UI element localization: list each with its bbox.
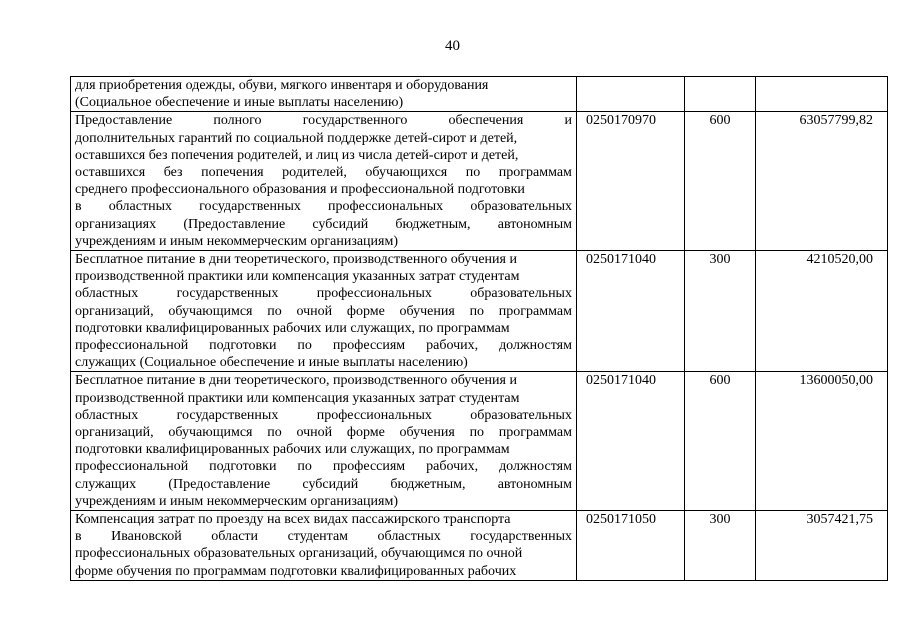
target-article-code: 0250170970: [577, 112, 685, 251]
row-description: [71, 112, 577, 251]
target-article-code: 0250171040: [577, 372, 685, 511]
description-line: организаций, обучающимся по очной форме обучения по программам: [75, 425, 572, 441]
description-line: профессиональных образовательных организаций, обучающимся по очной: [75, 546, 523, 562]
table-row: [71, 77, 888, 112]
description-line: в Ивановской области студентам областных государственных: [75, 529, 572, 545]
description-line: производственной практики или компенсация указанных затрат студентам: [75, 390, 520, 406]
description-line: служащих (Предоставление субсидий бюджетным, автономным: [75, 476, 572, 492]
description-line: дополнительных гарантий по социальной поддержке детей-сирот и детей,: [75, 130, 518, 146]
table-row: [71, 372, 888, 511]
row-description: [71, 77, 577, 112]
table-row: [71, 112, 888, 251]
description-line: областных государственных профессиональных образовательных: [75, 286, 572, 302]
description-line: Компенсация затрат по проезду на всех видах пассажирского транспорта: [75, 512, 511, 528]
description-line: производственной практики или компенсация указанных затрат студентам: [75, 269, 520, 285]
description-line: оставшихся без попечения родителей, и лиц из числа детей-сирот и детей,: [75, 147, 519, 163]
amount: 13600050,00: [756, 372, 888, 511]
description-line: (Социальное обеспечение и иные выплаты населению): [75, 95, 404, 111]
budget-table: [70, 76, 888, 581]
row-description: [71, 511, 577, 581]
page-number: 40: [445, 38, 460, 54]
target-article-code: [577, 77, 685, 112]
description-line: организациях (Предоставление субсидий бюджетным, автономным: [75, 216, 572, 232]
expense-type-code: 600: [685, 372, 756, 511]
description-line: областных государственных профессиональных образовательных: [75, 407, 572, 423]
amount: 3057421,75: [756, 511, 888, 581]
description-line: Бесплатное питание в дни теоретического, производственного обучения и: [75, 373, 517, 389]
description-line: Предоставление полного государственного обеспечения и: [75, 113, 572, 129]
amount: 63057799,82: [756, 112, 888, 251]
description-line: профессиональной подготовки по профессиям рабочих, должностям: [75, 338, 572, 354]
description-line: в областных государственных профессиональных образовательных: [75, 199, 572, 215]
target-article-code: 0250171050: [577, 511, 685, 581]
description-line: служащих (Социальное обеспечение и иные выплаты населению): [75, 355, 468, 371]
description-line: Бесплатное питание в дни теоретического, производственного обучения и: [75, 252, 517, 268]
expense-type-code: [685, 77, 756, 112]
description-line: подготовки квалифицированных рабочих или служащих, по программам: [75, 442, 510, 458]
amount: 4210520,00: [756, 251, 888, 372]
table-row: [71, 511, 888, 581]
description-line: подготовки квалифицированных рабочих или служащих, по программам: [75, 320, 510, 336]
table-row: [71, 251, 888, 372]
amount: [756, 77, 888, 112]
description-line: оставшихся без попечения родителей, обучающихся по программам: [75, 165, 572, 181]
description-line: профессиональной подготовки по профессиям рабочих, должностям: [75, 459, 572, 475]
description-line: учреждениям и иным некоммерческим организациям): [75, 233, 399, 249]
expense-type-code: 300: [685, 251, 756, 372]
target-article-code: 0250171040: [577, 251, 685, 372]
description-line: организаций, обучающимся по очной форме обучения по программам: [75, 303, 572, 319]
description-line: среднего профессионального образования и профессиональной подготовки: [75, 182, 525, 198]
description-line: для приобретения одежды, обуви, мягкого инвентаря и оборудования: [75, 78, 489, 93]
expense-type-code: 300: [685, 511, 756, 581]
description-line: учреждениям и иным некоммерческим организациям): [75, 493, 399, 509]
row-description: [71, 372, 577, 511]
description-line: форме обучения по программам подготовки квалифицированных рабочих: [75, 563, 517, 579]
row-description: [71, 251, 577, 372]
expense-type-code: 600: [685, 112, 756, 251]
